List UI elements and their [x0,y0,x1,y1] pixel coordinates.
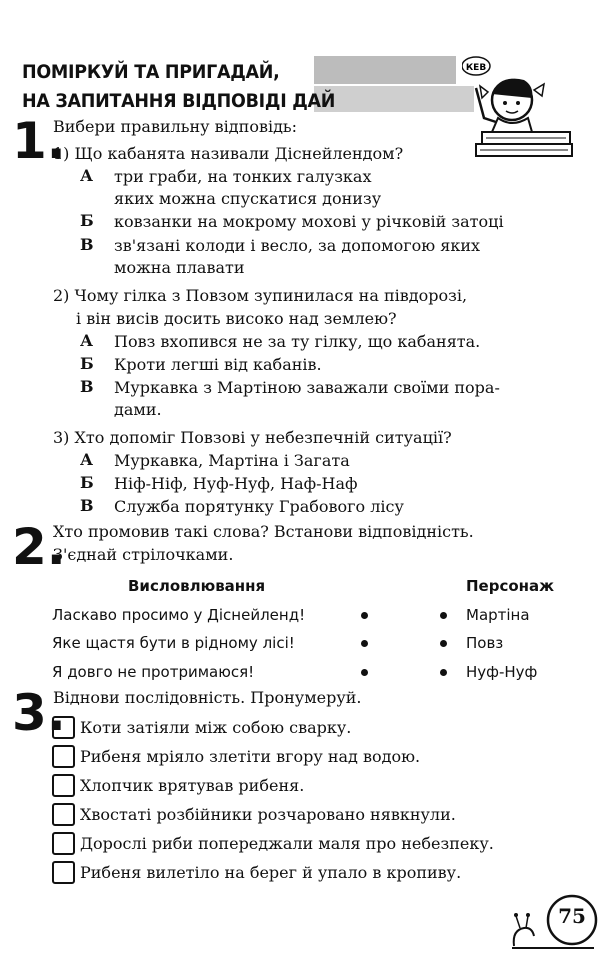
column-header-characters: Персонаж [466,577,555,595]
task-2-title-line-1: Хто промовив такі слова? Встанови відповідність. [53,522,474,541]
task-2-title-line-2: З'єднай стрілочками. [53,545,234,564]
option-letter: А [80,450,94,469]
page-number: 75 [558,904,586,928]
phrase-connector-dot[interactable] [361,612,368,619]
option-letter: Б [80,354,94,373]
sequence-item: Коти затіяли між собою сварку. [80,718,352,737]
task-3-title: Віднови послідовність. Пронумеруй. [53,688,362,707]
task-1-question-2-line-2: і він висів досить високо над землею? [76,309,397,328]
mascot-badge-text: КЕВ [465,63,487,73]
phrase-item: Я довго не протримаюся! [52,663,255,681]
task-1-question-3: 3) Хто допоміг Повзові у небезпечній ситуації? [53,428,452,447]
option-text: Служба порятунку Грабового лісу [114,497,404,516]
character-item: Нуф-Нуф [466,663,538,681]
task-1-title: Вибери правильну відповідь: [53,117,298,136]
option-text: Кроти легші від кабанів. [114,355,322,374]
option-text: Повз вхопився не за ту гілку, що кабанята. [114,332,481,351]
task-1-number: 1. [12,112,66,170]
header-line-1: ПОМІРКУЙ ТА ПРИГАДАЙ, [22,61,280,83]
phrase-item: Ласкаво просимо у Діснейленд! [52,606,306,624]
order-checkbox[interactable] [52,803,75,826]
option-letter: В [80,496,94,515]
task-1-question-1: 1) Що кабанята називали Діснейлендом? [53,144,404,163]
task-1-question-2-line-1: 2) Чому гілка з Повзом зупинилася на півдорозі, [53,286,468,305]
option-text: Муркавка, Мартіна і Загата [114,451,350,470]
option-text: зв'язані колоди і весло, за допомогою яких [114,236,481,255]
option-letter: Б [80,473,94,492]
order-checkbox[interactable] [52,716,75,739]
sequence-item: Рибеня вилетіло на берег й упало в кропиву. [80,863,462,882]
reading-girl-illustration [462,48,580,160]
header-highlight-top [314,56,456,84]
section-header [22,58,335,116]
option-text: можна плавати [114,258,245,277]
option-text: Муркавка з Мартіною заважали своїми пора- [114,378,500,397]
character-connector-dot[interactable] [440,640,447,647]
option-letter: А [80,166,94,185]
option-letter: Б [80,211,94,230]
task-2-number: 2. [12,518,66,576]
option-letter: В [80,377,94,396]
sequence-item: Дорослі риби попереджали маля про небезпеку. [80,834,494,853]
character-connector-dot[interactable] [440,612,447,619]
sequence-item: Хлопчик врятував рибеня. [80,776,305,795]
option-text: ковзанки на мокрому мохові у річковій затоці [114,212,504,231]
order-checkbox[interactable] [52,861,75,884]
sequence-item: Хвостаті розбійники розчаровано нявкнули. [80,805,456,824]
order-checkbox[interactable] [52,774,75,797]
phrase-item: Яке щастя бути в рідному лісі! [52,634,295,652]
option-letter: А [80,331,94,350]
phrase-connector-dot[interactable] [361,669,368,676]
column-header-phrases: Висловлювання [128,577,266,595]
character-item: Мартіна [466,606,530,624]
character-item: Повз [466,634,504,652]
header-line-2: НА ЗАПИТАННЯ ВІДПОВІДІ ДАЙ [22,90,336,112]
header-highlight-bottom [314,86,474,112]
order-checkbox[interactable] [52,832,75,855]
sequence-item: Рибеня мріяло злетіти вгору над водою. [80,747,421,766]
character-connector-dot[interactable] [440,669,447,676]
option-letter: В [80,235,94,254]
option-text: Ніф-Ніф, Нуф-Нуф, Наф-Наф [114,474,358,493]
task-3-number: 3. [12,684,66,742]
order-checkbox[interactable] [52,745,75,768]
phrase-connector-dot[interactable] [361,640,368,647]
option-text: три граби, на тонких галузках [114,167,372,186]
option-text: яких можна спускатися донизу [114,189,382,208]
option-text: дами. [114,400,162,419]
